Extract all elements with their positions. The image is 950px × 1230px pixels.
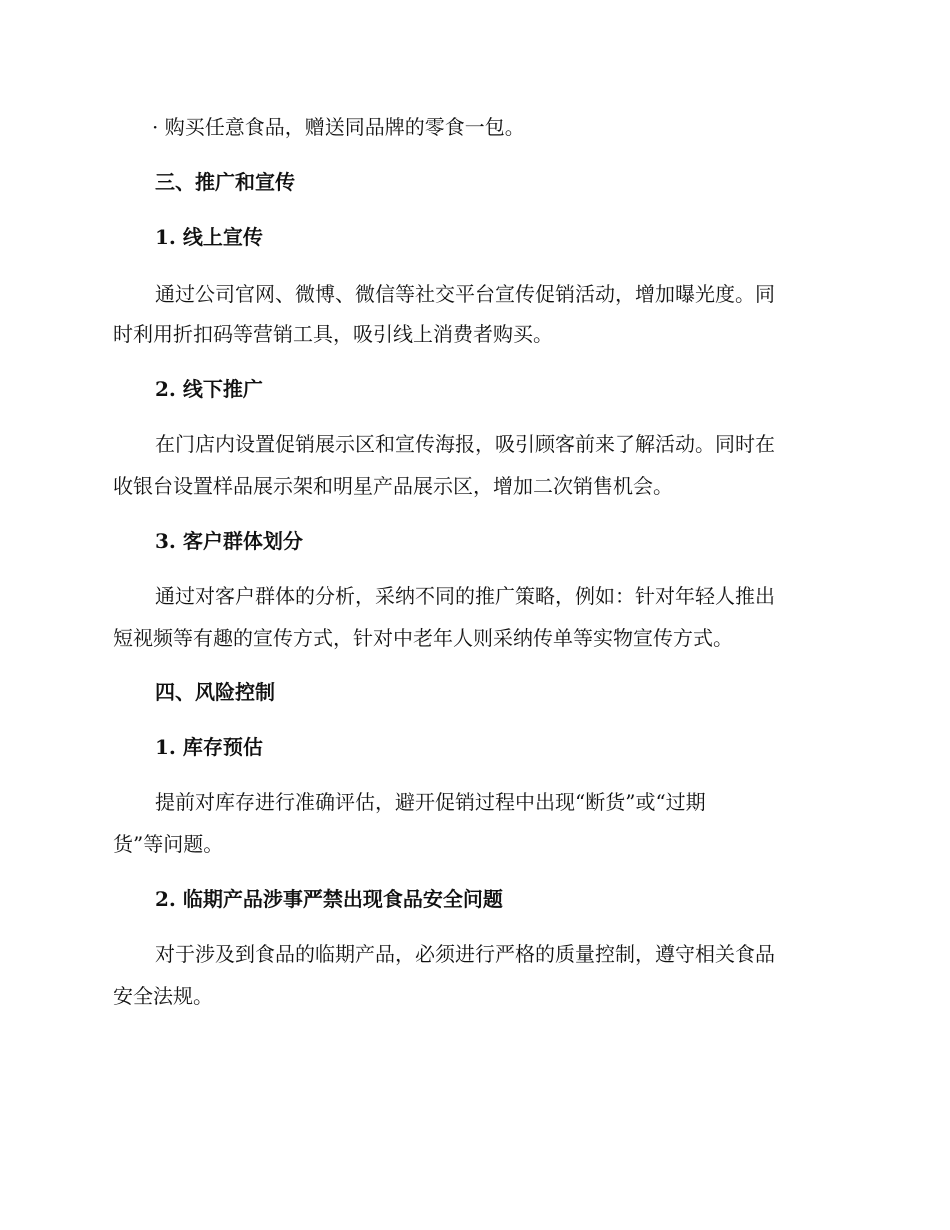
online-promotion-paragraph-line-1: 通过公司官网、微博、微信等社交平台宣传促销活动，增加曝光度。同 (155, 282, 775, 306)
offline-promotion-paragraph-line-2: 收银台设置样品展示架和明星产品展示区，增加二次销售机会。 (113, 474, 673, 498)
subheading-expiring-products-safety: 2. 临期产品涉事严禁出现食品安全问题 (155, 887, 503, 911)
subheading-offline-promotion: 2. 线下推广 (155, 377, 263, 401)
subheading-online-promotion: 1. 线上宣传 (155, 225, 263, 249)
section-heading-risk-control: 四、风险控制 (155, 680, 275, 704)
section-heading-promotion: 三、推广和宣传 (155, 170, 295, 194)
inventory-estimate-paragraph-line-2: 货”等问题。 (113, 832, 224, 856)
offline-promotion-paragraph-line-1: 在门店内设置促销展示区和宣传海报，吸引顾客前来了解活动。同时在 (155, 432, 775, 456)
customer-segmentation-paragraph-line-2: 短视频等有趣的宣传方式，针对中老年人则采纳传单等实物宣传方式。 (113, 626, 733, 650)
subheading-customer-segmentation: 3. 客户群体划分 (155, 529, 303, 553)
inventory-estimate-paragraph-line-1: 提前对库存进行准确评估，避开促销过程中出现“断货”或“过期 (155, 790, 706, 814)
expiring-products-paragraph-line-1: 对于涉及到食品的临期产品，必须进行严格的质量控制，遵守相关食品 (155, 942, 775, 966)
bullet-gift-item: · 购买任意食品，赠送同品牌的零食一包。 (152, 115, 525, 139)
expiring-products-paragraph-line-2: 安全法规。 (113, 984, 213, 1008)
online-promotion-paragraph-line-2: 时利用折扣码等营销工具，吸引线上消费者购买。 (113, 322, 553, 346)
subheading-inventory-estimate: 1. 库存预估 (155, 735, 263, 759)
customer-segmentation-paragraph-line-1: 通过对客户群体的分析，采纳不同的推广策略，例如：针对年轻人推出 (155, 584, 775, 608)
